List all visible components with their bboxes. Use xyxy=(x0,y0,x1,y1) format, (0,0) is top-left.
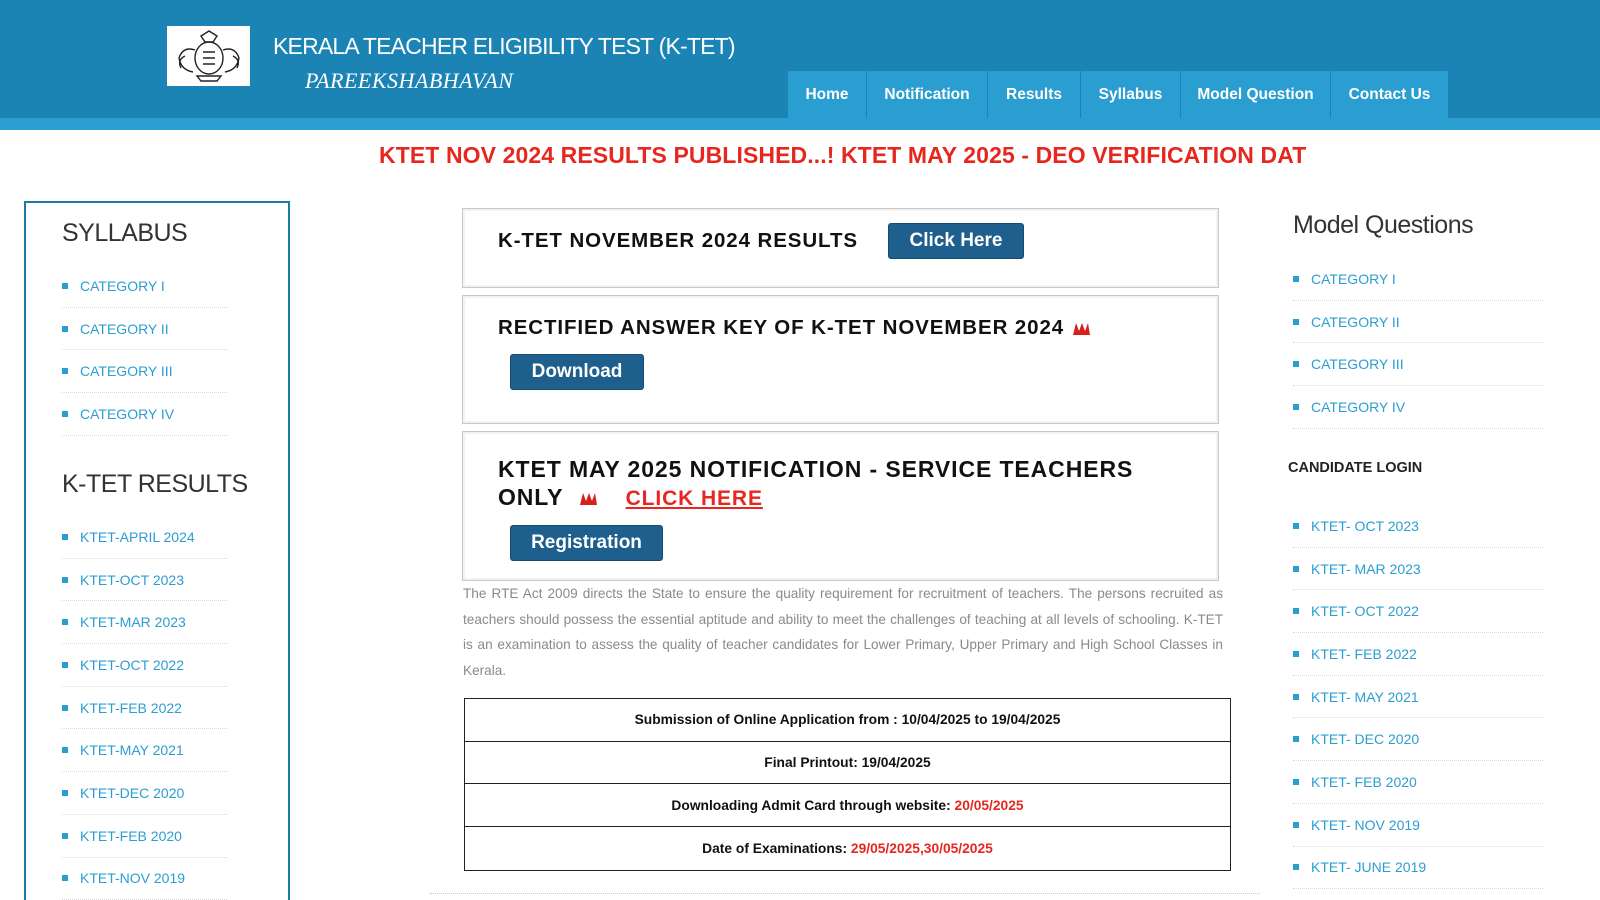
results-item[interactable]: KTET-MAY 2021 xyxy=(62,729,227,772)
download-answer-key-button[interactable]: Download xyxy=(510,354,644,390)
schedule-row-admit-card: Downloading Admit Card through website: 20/05/2025 xyxy=(465,784,1230,827)
schedule-row-submission: Submission of Online Application from : 10/04/2025 to 19/04/2025 xyxy=(465,699,1230,742)
bullet-icon xyxy=(62,534,68,540)
bullet-icon xyxy=(62,283,68,289)
model-item-category-i[interactable]: CATEGORY I xyxy=(1293,258,1543,301)
kerala-emblem-logo xyxy=(167,26,250,86)
content-divider xyxy=(430,893,1260,894)
results-item[interactable]: KTET-DEC 2020 xyxy=(62,772,227,815)
site-header xyxy=(0,0,1600,130)
bullet-icon xyxy=(1293,319,1299,325)
bullet-icon xyxy=(62,411,68,417)
syllabus-heading: SYLLABUS xyxy=(62,219,188,247)
results-item[interactable]: KTET-FEB 2022 xyxy=(62,687,227,730)
login-item[interactable]: KTET- FEB 2020 xyxy=(1293,761,1543,804)
registration-button[interactable]: Registration xyxy=(510,525,663,561)
bullet-icon xyxy=(1293,651,1299,657)
candidate-login-heading: CANDIDATE LOGIN xyxy=(1288,460,1423,476)
bullet-icon xyxy=(1293,523,1299,529)
results-item[interactable]: KTET-OCT 2023 xyxy=(62,559,227,602)
results-card-title: K-TET NOVEMBER 2024 RESULTS xyxy=(498,229,858,252)
syllabus-item-category-i[interactable]: CATEGORY I xyxy=(62,265,227,308)
site-title: KERALA TEACHER ELIGIBILITY TEST (K-TET) xyxy=(273,33,735,59)
nav-contact-us[interactable]: Contact Us xyxy=(1331,71,1448,118)
bullet-icon xyxy=(1293,822,1299,828)
model-questions-list xyxy=(1293,258,1543,429)
candidate-login-list xyxy=(1293,505,1543,889)
bullet-icon xyxy=(62,790,68,796)
login-item[interactable]: KTET- FEB 2022 xyxy=(1293,633,1543,676)
bullet-icon xyxy=(62,368,68,374)
syllabus-item-category-ii[interactable]: CATEGORY II xyxy=(62,308,227,351)
syllabus-item-category-iii[interactable]: CATEGORY III xyxy=(62,350,227,393)
header-accent-bar xyxy=(0,118,1600,130)
bullet-icon xyxy=(62,747,68,753)
login-item[interactable]: KTET- OCT 2023 xyxy=(1293,505,1543,548)
model-item-category-iii[interactable]: CATEGORY III xyxy=(1293,343,1543,386)
news-marquee[interactable]: KTET NOV 2024 RESULTS PUBLISHED...! KTET MAY 2025 - DEO VERIFICATION DAT xyxy=(379,142,1307,168)
login-item[interactable]: KTET- OCT 2022 xyxy=(1293,590,1543,633)
bullet-icon xyxy=(62,705,68,711)
nav-syllabus[interactable]: Syllabus xyxy=(1081,71,1181,118)
ktet-results-list xyxy=(62,516,227,900)
ktet-results-heading: K-TET RESULTS xyxy=(62,470,248,498)
nav-model-question[interactable]: Model Question xyxy=(1181,71,1331,118)
results-item[interactable]: KTET-APRIL 2024 xyxy=(62,516,227,559)
bullet-icon xyxy=(1293,864,1299,870)
schedule-row-printout: Final Printout: 19/04/2025 xyxy=(465,742,1230,785)
new-badge-icon xyxy=(578,491,598,507)
login-item[interactable]: KTET- MAY 2021 xyxy=(1293,676,1543,719)
model-questions-heading: Model Questions xyxy=(1293,211,1474,239)
bullet-icon xyxy=(62,875,68,881)
results-item[interactable]: KTET-NOV 2019 xyxy=(62,858,227,900)
bullet-icon xyxy=(62,833,68,839)
login-item[interactable]: KTET- NOV 2019 xyxy=(1293,804,1543,847)
bullet-icon xyxy=(1293,608,1299,614)
notification-title-only: ONLY xyxy=(498,484,563,510)
results-item[interactable]: KTET-MAR 2023 xyxy=(62,601,227,644)
answer-key-title: RECTIFIED ANSWER KEY OF K-TET NOVEMBER 2024 xyxy=(498,316,1065,339)
syllabus-list xyxy=(62,265,227,436)
nav-results[interactable]: Results xyxy=(988,71,1081,118)
schedule-row-exam-dates: Date of Examinations: 29/05/2025,30/05/2025 xyxy=(702,840,993,856)
notification-title: KTET MAY 2025 NOTIFICATION - SERVICE TEACHERS xyxy=(498,456,1134,482)
new-badge-icon xyxy=(1071,321,1091,337)
model-item-category-ii[interactable]: CATEGORY II xyxy=(1293,301,1543,344)
bullet-icon xyxy=(62,619,68,625)
bullet-icon xyxy=(62,577,68,583)
login-item[interactable]: KTET- MAR 2023 xyxy=(1293,548,1543,591)
results-item[interactable]: KTET-OCT 2022 xyxy=(62,644,227,687)
notification-card xyxy=(462,431,1219,581)
bullet-icon xyxy=(1293,361,1299,367)
login-item[interactable]: KTET- JUNE 2019 xyxy=(1293,847,1543,890)
site-subtitle: PAREEKSHABHAVAN xyxy=(305,68,514,93)
bullet-icon xyxy=(1293,736,1299,742)
results-item[interactable]: KTET-FEB 2020 xyxy=(62,815,227,858)
nav-notification[interactable]: Notification xyxy=(867,71,988,118)
schedule-table xyxy=(464,698,1231,871)
results-click-here-button[interactable]: Click Here xyxy=(888,223,1024,259)
login-item[interactable]: KTET- DEC 2020 xyxy=(1293,718,1543,761)
model-item-category-iv[interactable]: CATEGORY IV xyxy=(1293,386,1543,429)
answer-key-card xyxy=(462,295,1219,424)
bullet-icon xyxy=(1293,404,1299,410)
syllabus-item-category-iv[interactable]: CATEGORY IV xyxy=(62,393,227,436)
results-card xyxy=(462,208,1219,288)
main-nav xyxy=(788,71,1448,118)
bullet-icon xyxy=(1293,566,1299,572)
bullet-icon xyxy=(1293,694,1299,700)
rte-intro-text: The RTE Act 2009 directs the State to ensure the quality requirement for recruitment of teachers. The persons recruited as teachers should possess the essential aptitude and ability to meet the challenges of teaching at all levels of schooling. K-TET is an examination to assess the quality of teacher candidates for Lower Primary, Upper Primary and High School Classes in Kerala. xyxy=(463,586,1223,679)
bullet-icon xyxy=(1293,779,1299,785)
bullet-icon xyxy=(62,326,68,332)
nav-home[interactable]: Home xyxy=(788,71,867,118)
bullet-icon xyxy=(62,662,68,668)
bullet-icon xyxy=(1293,276,1299,282)
notification-click-here-link[interactable]: CLICK HERE xyxy=(625,487,763,510)
